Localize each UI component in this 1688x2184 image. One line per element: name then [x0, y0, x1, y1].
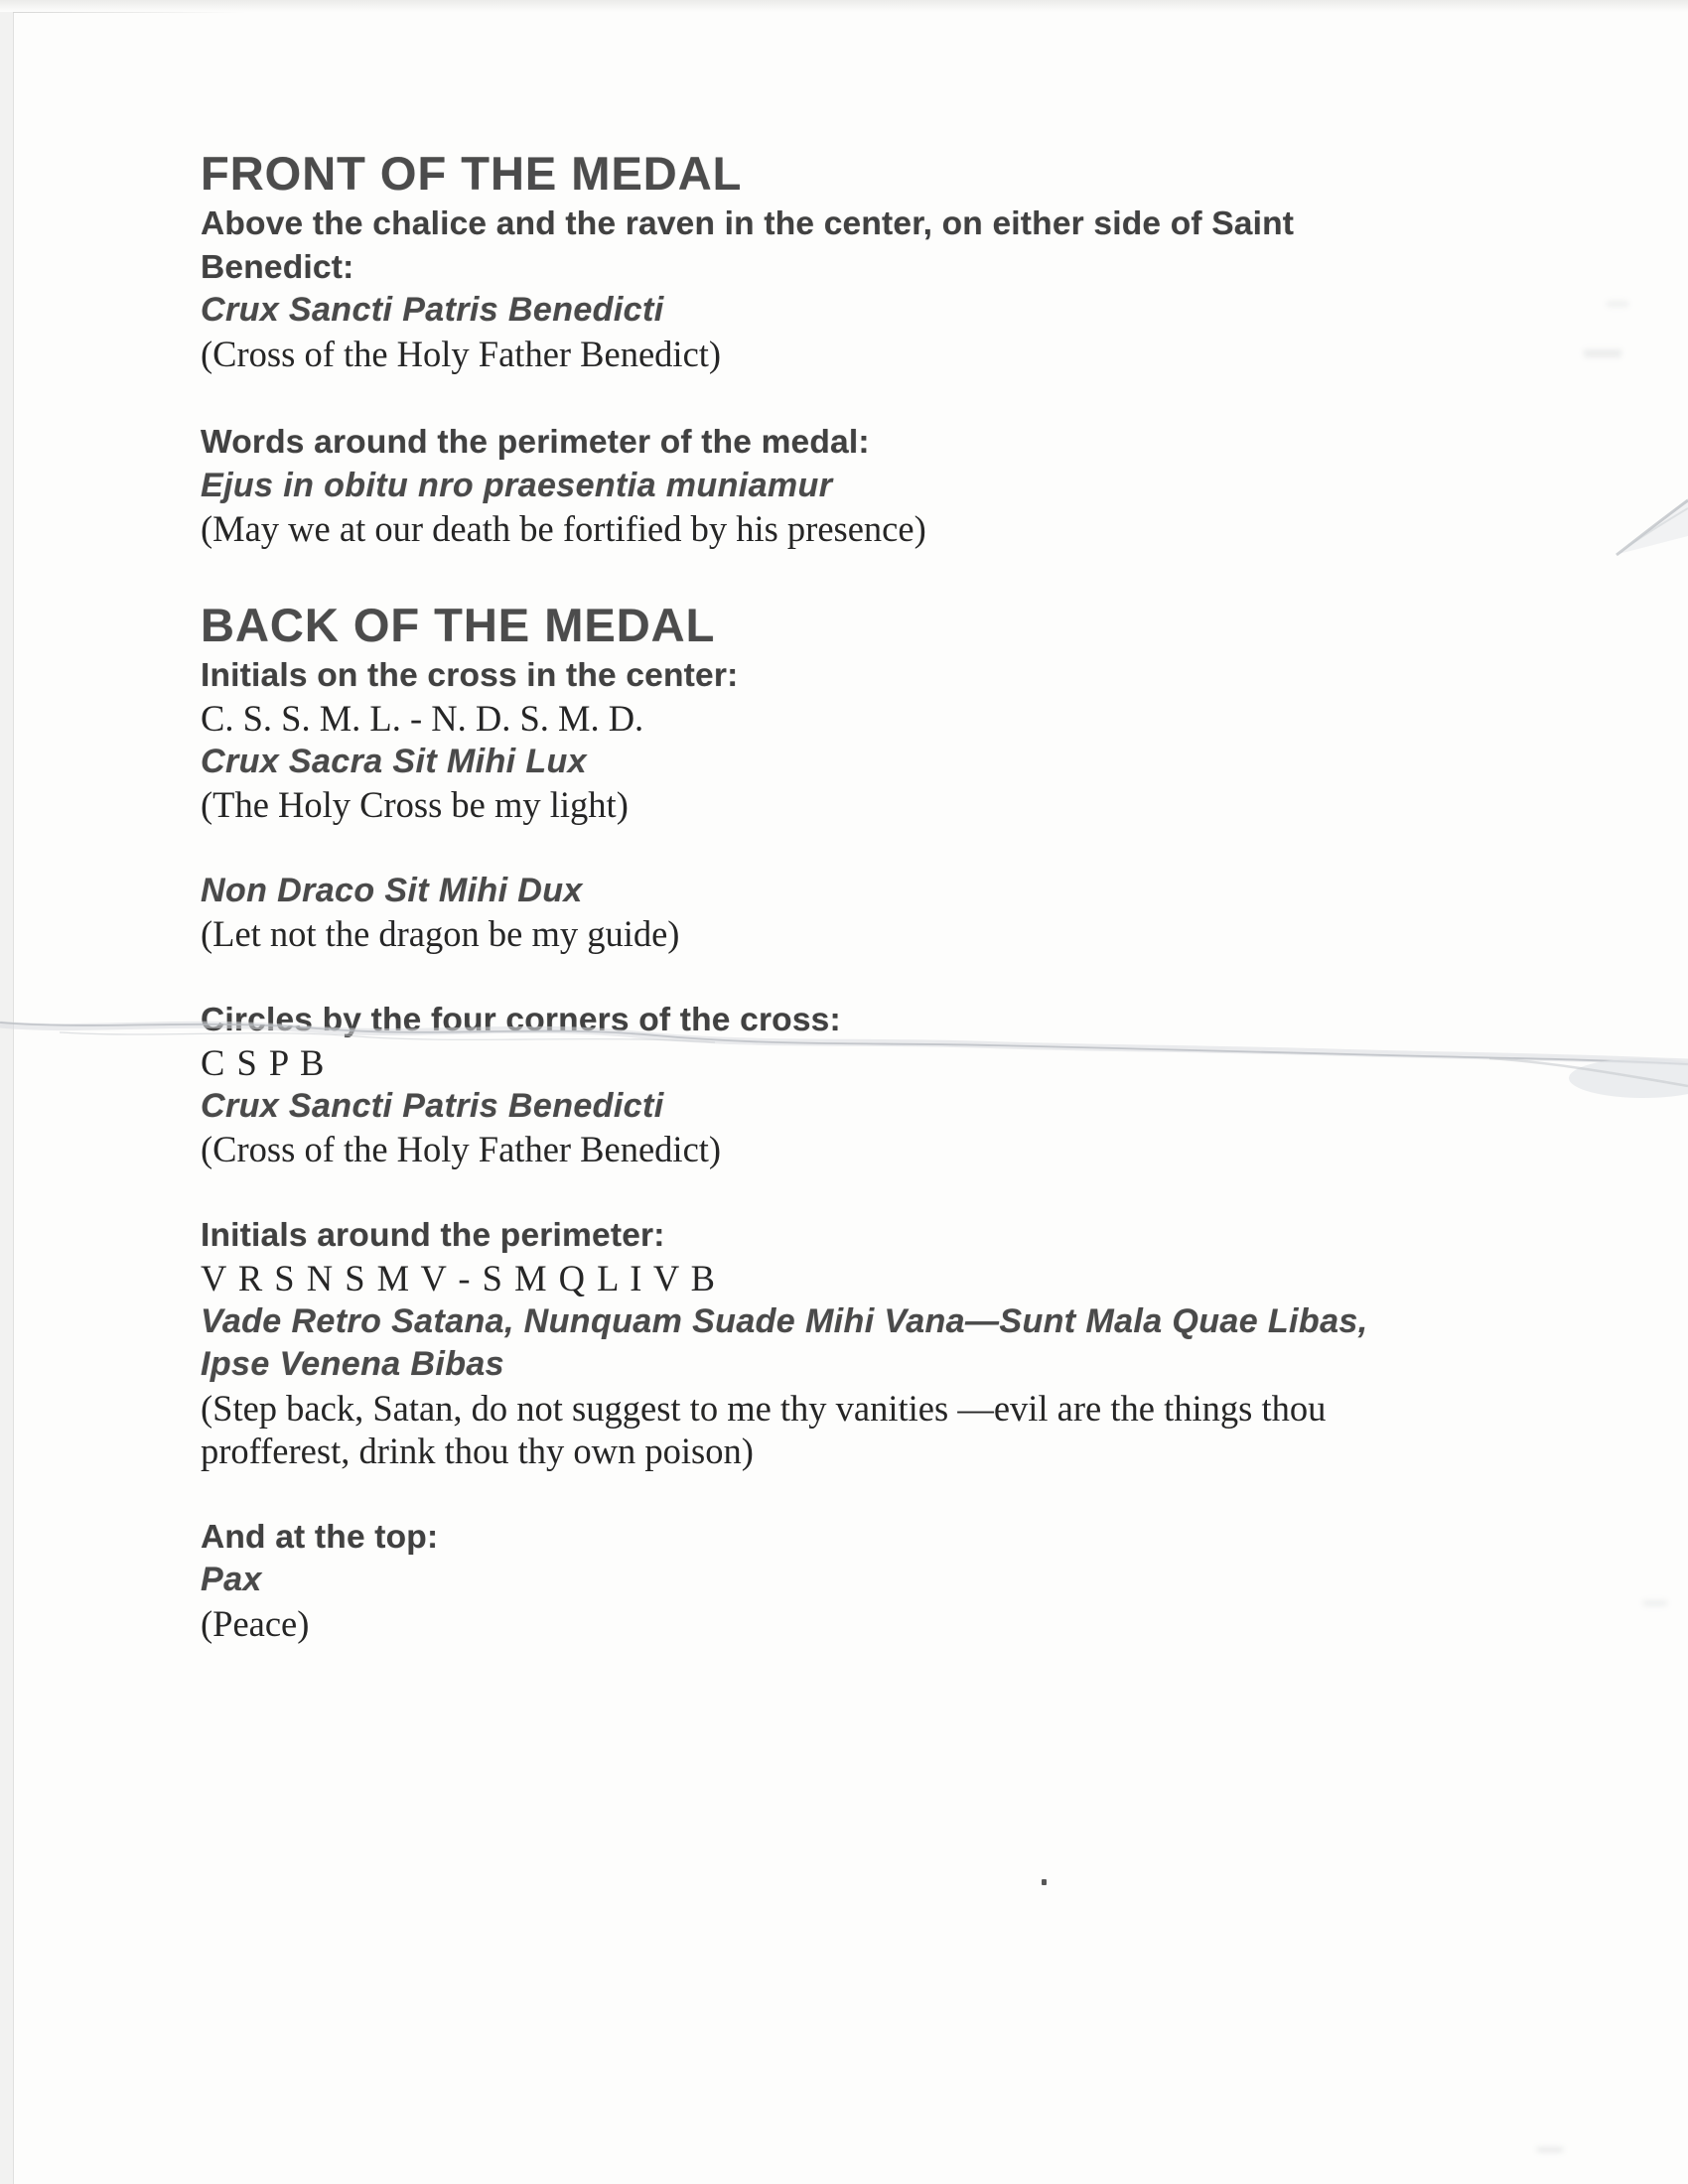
text-line: Above the chalice and the raven in the center, on either side of Saint — [201, 205, 1295, 242]
translation-line: (The Holy Cross be my light) — [201, 784, 629, 825]
text-line: Words around the perimeter of the medal: — [201, 424, 870, 461]
text-line: Initials on the cross in the center: — [201, 656, 739, 694]
section-heading-back: BACK OF THE MEDAL — [201, 598, 716, 651]
scan-crease-artifact — [0, 983, 1688, 1132]
latin-phrase: Ejus in obitu nro praesentia muniamur — [201, 466, 833, 504]
section-heading-front: FRONT OF THE MEDAL — [201, 147, 743, 200]
translation-line: (Peace) — [201, 1602, 310, 1644]
latin-phrase: Non Draco Sit Mihi Dux — [201, 871, 583, 909]
latin-phrase: Crux Sancti Patris Benedicti — [201, 1086, 664, 1125]
latin-phrase: Ipse Venena Bibas — [201, 1345, 504, 1383]
faint-smudge — [1607, 301, 1628, 307]
toner-speck — [1042, 1879, 1047, 1885]
latin-phrase: Vade Retro Satana, Nunquam Suade Mihi Vana—Sunt Mala Quae Libas, — [201, 1301, 1368, 1340]
text-line: Circles by the four corners of the cross: — [201, 1001, 841, 1038]
translation-line: profferest, drink thou thy own poison) — [201, 1431, 754, 1471]
translation-line: (Step back, Satan, do not suggest to me thy vanities —evil are the things thou — [201, 1387, 1327, 1429]
faint-smudge — [1584, 349, 1621, 357]
initials-line: C. S. S. M. L. - N. D. S. M. D. — [201, 698, 644, 739]
translation-line: (Let not the dragon be my guide) — [201, 913, 680, 954]
text-line: Benedict: — [201, 248, 354, 286]
latin-phrase: Crux Sacra Sit Mihi Lux — [201, 742, 587, 780]
text-line: And at the top: — [201, 1518, 439, 1556]
latin-phrase: Crux Sancti Patris Benedicti — [201, 291, 664, 329]
translation-line: (Cross of the Holy Father Benedict) — [201, 1129, 722, 1169]
latin-phrase: Pax — [201, 1561, 262, 1598]
faint-smudge — [1643, 1600, 1667, 1606]
text-line: Initials around the perimeter: — [201, 1216, 665, 1254]
initials-line: C S P B — [201, 1042, 326, 1083]
faint-smudge — [1537, 2147, 1563, 2152]
page-curl-mark — [1549, 477, 1688, 586]
translation-line: (Cross of the Holy Father Benedict) — [201, 333, 722, 374]
document-text — [201, 0, 1611, 1645]
initials-line: V R S N S M V - S M Q L I V B — [201, 1258, 717, 1298]
translation-line: (May we at our death be fortified by his presence) — [201, 508, 926, 549]
